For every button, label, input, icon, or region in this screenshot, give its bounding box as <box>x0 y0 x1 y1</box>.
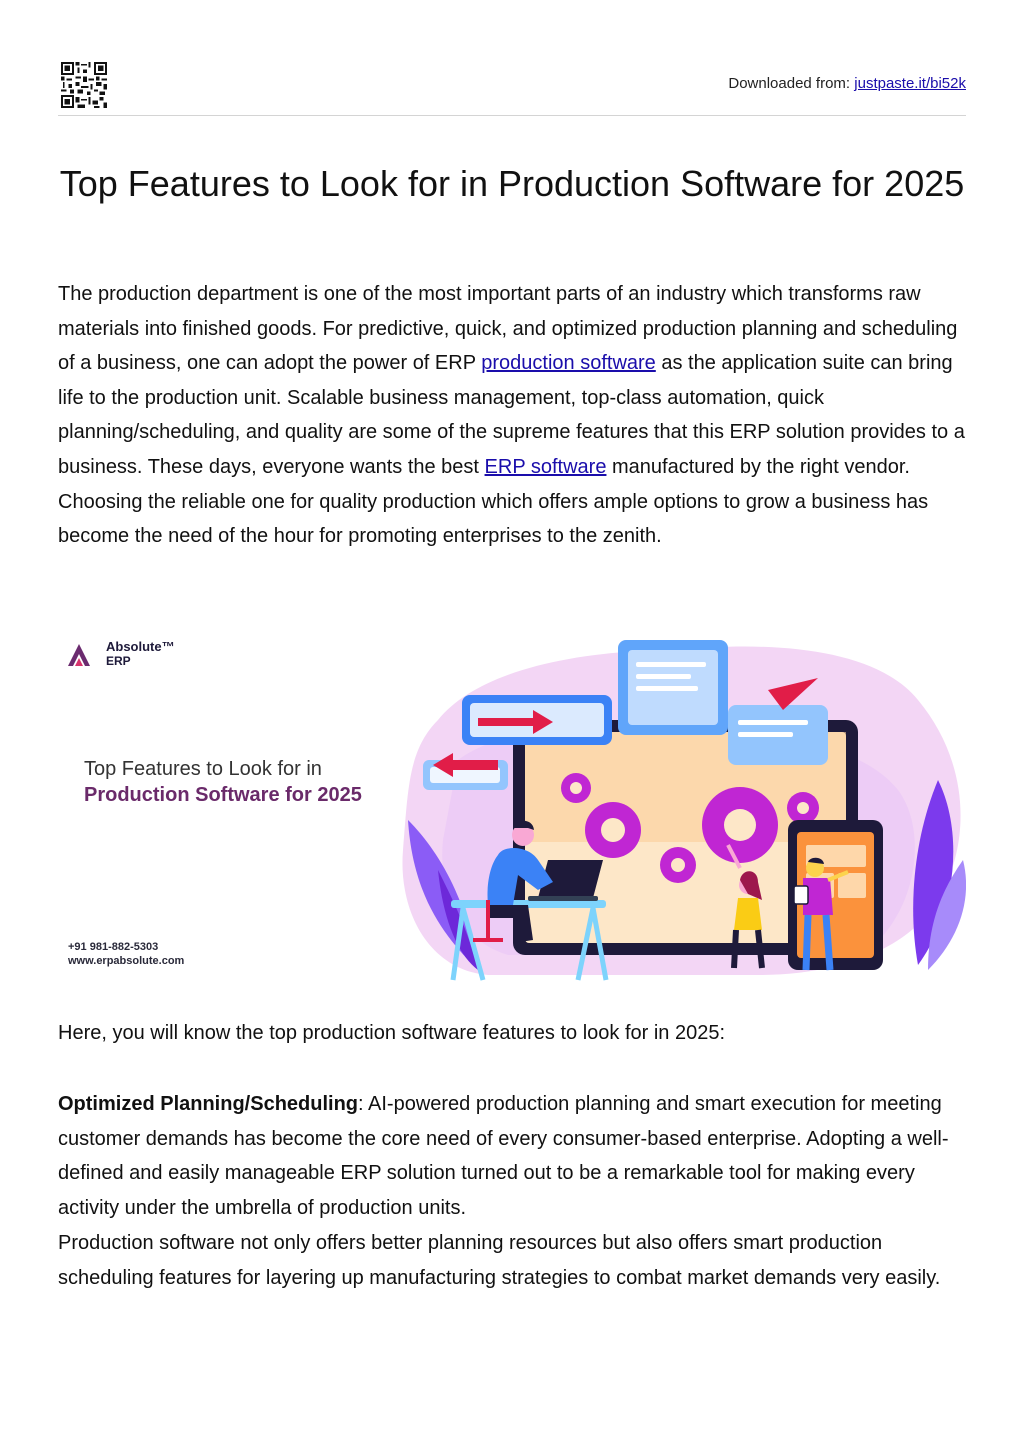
intro-text-1: The production department is one of the most important parts of an industry which transforms raw materials into finished goods. For predictive, quick, and optimized production planning and scheduling of a business, one can adopt the power of ERP <box>58 283 958 375</box>
erp-software-link[interactable]: ERP software <box>484 455 607 478</box>
page-header <box>58 60 966 116</box>
feature-paragraph <box>58 1087 973 1225</box>
brand-name: Absolute™ <box>106 639 175 654</box>
banner-title-line1: Top Features to Look for in <box>84 758 322 780</box>
intro-text-3: manufactured by the right vendor. Choosing the reliable one for quality production which offers ample options to grow a business has become the need of the hour for promoting enterprises to the zenith. <box>58 455 929 548</box>
feature-paragraph-2: Production software not only offers better planning resources but also offers smart production scheduling features for layering up manufacturing strategies to combat market demands very easily. <box>58 1232 941 1289</box>
qr-code-icon <box>61 62 107 108</box>
hero-banner-image <box>58 610 966 985</box>
clipboard-icon <box>794 886 808 904</box>
download-source <box>728 75 966 92</box>
downloaded-label: Downloaded from: <box>728 75 855 92</box>
woman-body <box>734 898 762 930</box>
feature-text: : AI-powered production planning and smart execution for meeting customer demands has become the core need of every consumer-based enterprise. Adopting a well-defined and easily manageable ERP solution turned out to be a remarkable tool for making every activity under the umbrella of production units. <box>58 1093 949 1219</box>
banner-contact <box>68 940 184 968</box>
intro-paragraph <box>58 277 973 554</box>
source-link[interactable]: justpaste.it/bi52k <box>854 75 966 92</box>
lead-in-paragraph: Here, you will know the top production software features to look for in 2025: <box>58 1022 726 1044</box>
banner-phone: +91 981-882-5303 <box>68 941 159 953</box>
feature-heading: Optimized Planning/Scheduling <box>58 1093 359 1115</box>
intro-text-2: as the application suite can bring life to the production unit. Scalable business management, top-class automation, quick planning/scheduling, and quality are some of the supreme features that this ERP solution provides to a business. These days, everyone wants the best <box>58 352 965 478</box>
page-title: Top Features to Look for in Production Software for 2025 <box>59 163 965 204</box>
desk <box>451 900 606 908</box>
brand-sub: ERP <box>106 654 131 668</box>
banner-website: www.erpabsolute.com <box>68 955 185 967</box>
production-software-link[interactable]: production software <box>481 352 656 375</box>
banner-title-line2: Production Software for 2025 <box>84 784 362 806</box>
